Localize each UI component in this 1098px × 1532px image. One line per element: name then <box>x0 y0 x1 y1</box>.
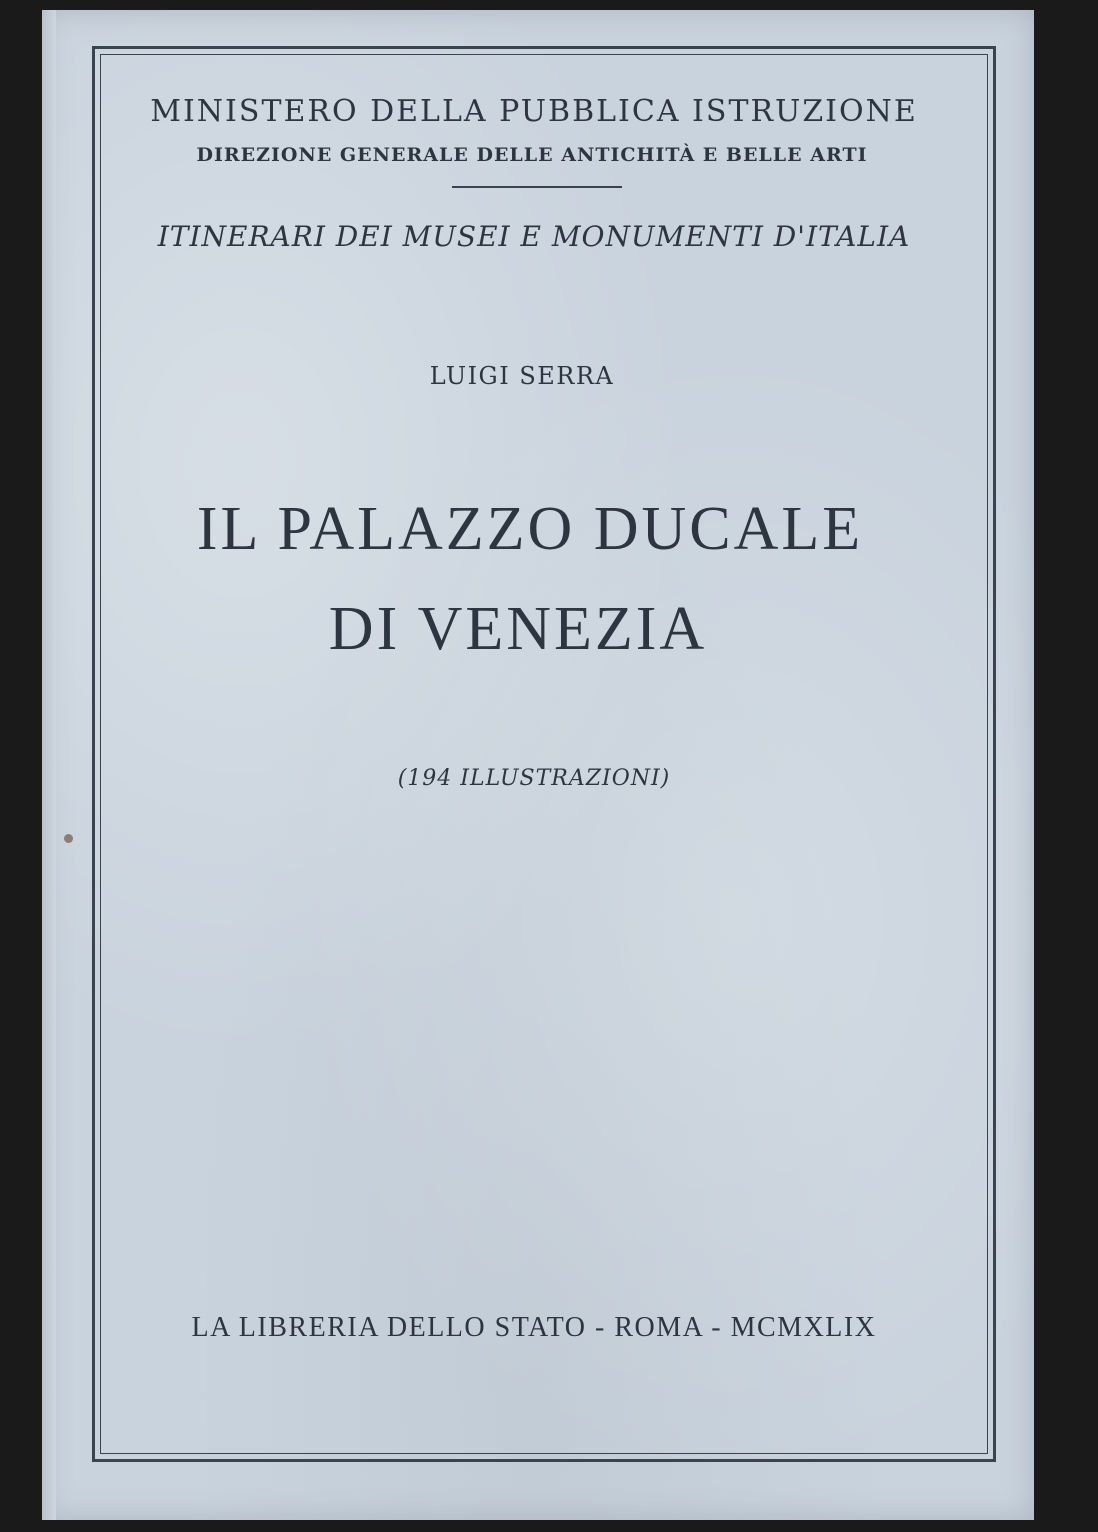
ministry-heading: MINISTERO DELLA PUBBLICA ISTRUZIONE <box>150 94 918 129</box>
series-title: ITINERARI DEI MUSEI E MONUMENTI D'ITALIA <box>157 220 911 253</box>
illustrations-count: (194 ILLUSTRAZIONI) <box>397 766 671 791</box>
divider-rule <box>452 186 622 188</box>
publisher-line: LA LIBRERIA DELLO STATO - ROMA - MCMXLIX <box>191 1312 877 1343</box>
inner-border-frame <box>100 54 988 1454</box>
book-cover <box>42 10 1034 1520</box>
foxing-spot <box>64 834 73 843</box>
author-name: LUIGI SERRA <box>429 362 615 390</box>
directorate-subheading: DIREZIONE GENERALE DELLE ANTICHITÀ E BELLE ARTI <box>196 144 868 166</box>
book-title-line-2: DI VENEZIA <box>328 595 708 663</box>
book-title-line-1: IL PALAZZO DUCALE <box>196 495 864 563</box>
